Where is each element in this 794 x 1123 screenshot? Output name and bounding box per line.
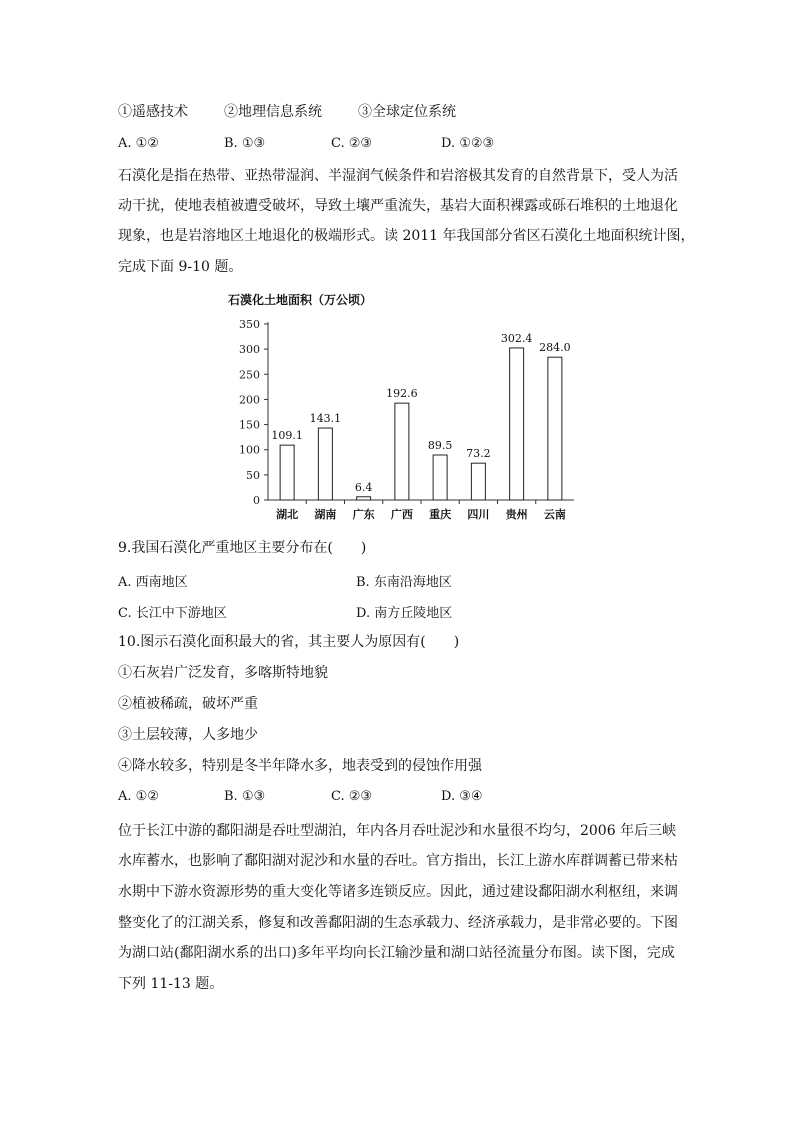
bar-value-label: 192.6 [386, 387, 418, 401]
x-category-label: 湖南 [314, 508, 337, 521]
q8-choice-1: ①遥感技术 [118, 104, 188, 120]
q10-item-2: ②植被稀疏，破坏严重 [118, 696, 258, 712]
y-tick-label: 150 [239, 418, 260, 432]
bar-value-label: 302.4 [500, 331, 533, 345]
passage-1-line: 现象，也是岩溶地区土地退化的极端形式。读 2011 年我国部分省区石漠化土地面积统计图， [118, 228, 695, 244]
bar-4 [433, 455, 447, 500]
x-category-label: 广西 [390, 508, 413, 521]
x-category-label: 云南 [543, 508, 566, 521]
passage-2-line: 水库蓄水，也影响了鄱阳湖对泥沙和水量的吞吐。官方指出，长江上游水库群调蓄已带来枯 [118, 853, 678, 869]
x-category-label: 四川 [467, 508, 490, 521]
bar-value-label: 73.2 [466, 447, 491, 461]
bar-7 [548, 357, 562, 500]
chart-title: 石漠化土地面积（万公顷） [228, 293, 373, 307]
y-tick-label: 50 [246, 468, 260, 482]
bar-value-label: 89.5 [427, 438, 453, 452]
passage-2-line: 位于长江中游的鄱阳湖是吞吐型湖泊，年内各月吞吐泥沙和水量很不均匀，2006 年后三峡 [118, 823, 677, 839]
q10-item-4: ④降水较多，特别是冬半年降水多，地表受到的侵蚀作用强 [118, 758, 482, 774]
bar-value-label: 143.1 [309, 412, 342, 426]
y-tick-label: 100 [239, 443, 260, 457]
passage-2-line: 整变化了的江湖关系，修复和改善鄱阳湖的生态承载力、经济承载力，是非常必要的。下图 [118, 915, 678, 931]
q9-stem: 9.我国石漠化严重地区主要分布在( ) [118, 540, 367, 556]
y-tick-label: 300 [239, 343, 260, 357]
passage-2-line: 为湖口站(鄱阳湖水系的出口)多年平均向长江输沙量和湖口站径流量分布图。读下图，完成 [118, 945, 675, 961]
q10-item-3: ③土层较薄，人多地少 [118, 727, 258, 743]
x-category-label: 广东 [352, 508, 375, 521]
x-category-label: 贵州 [505, 508, 528, 521]
q9-option-d: D. 南方丘陵地区 [356, 606, 453, 621]
passage-2-line: 下列 11-13 题。 [118, 976, 224, 992]
q10-option-d: D. ③④ [441, 789, 483, 804]
bar-0 [280, 445, 294, 500]
bar-3 [395, 403, 409, 500]
bar-1 [318, 428, 332, 500]
bar-5 [471, 463, 485, 500]
bar-6 [510, 348, 524, 500]
q9-option-c: C. 长江中下游地区 [118, 606, 227, 621]
y-tick-label: 350 [239, 318, 260, 331]
q10-item-1: ①石灰岩广泛发育，多喀斯特地貌 [118, 665, 328, 681]
q8-choice-2: ②地理信息系统 [224, 104, 322, 120]
bar-value-label: 6.4 [354, 480, 373, 494]
q10-option-b: B. ①③ [224, 789, 266, 804]
q9-option-a: A. 西南地区 [118, 575, 188, 590]
y-tick-label: 0 [253, 494, 260, 507]
passage-1-line: 石漠化是指在热带、亚热带湿润、半湿润气候条件和岩溶极其发育的自然背景下，受人为活 [118, 168, 678, 184]
q8-option-a: A. ①② [118, 136, 159, 151]
passage-2-line: 水期中下游水资源形势的重大变化等诸多连锁反应。因此，通过建设鄱阳湖水利枢纽，来调 [118, 884, 678, 900]
q10-option-c: C. ②③ [331, 789, 373, 804]
bar-2 [357, 497, 371, 500]
q10-stem: 10.图示石漠化面积最大的省，其主要人为原因有( ) [118, 634, 460, 650]
q10-option-a: A. ①② [118, 789, 159, 804]
stony-desertification-chart [222, 288, 582, 528]
q9-option-b: B. 东南沿海地区 [356, 575, 452, 590]
x-category-label: 重庆 [429, 508, 452, 521]
y-tick-label: 250 [239, 368, 260, 382]
q8-option-d: D. ①②③ [441, 136, 495, 151]
bar-value-label: 109.1 [271, 429, 303, 443]
passage-1-line: 动干扰，使地表植被遭受破坏，导致土壤严重流失，基岩大面积裸露或砾石堆积的土地退化 [118, 198, 678, 214]
y-tick-label: 200 [239, 393, 260, 407]
q8-option-c: C. ②③ [331, 136, 373, 151]
x-category-label: 湖北 [276, 508, 299, 521]
q8-option-b: B. ①③ [224, 136, 266, 151]
passage-1-line: 完成下面 9-10 题。 [118, 259, 243, 275]
q8-choice-3: ③全球定位系统 [358, 104, 456, 120]
bar-chart-svg [222, 288, 582, 528]
bar-value-label: 284.0 [539, 341, 571, 355]
